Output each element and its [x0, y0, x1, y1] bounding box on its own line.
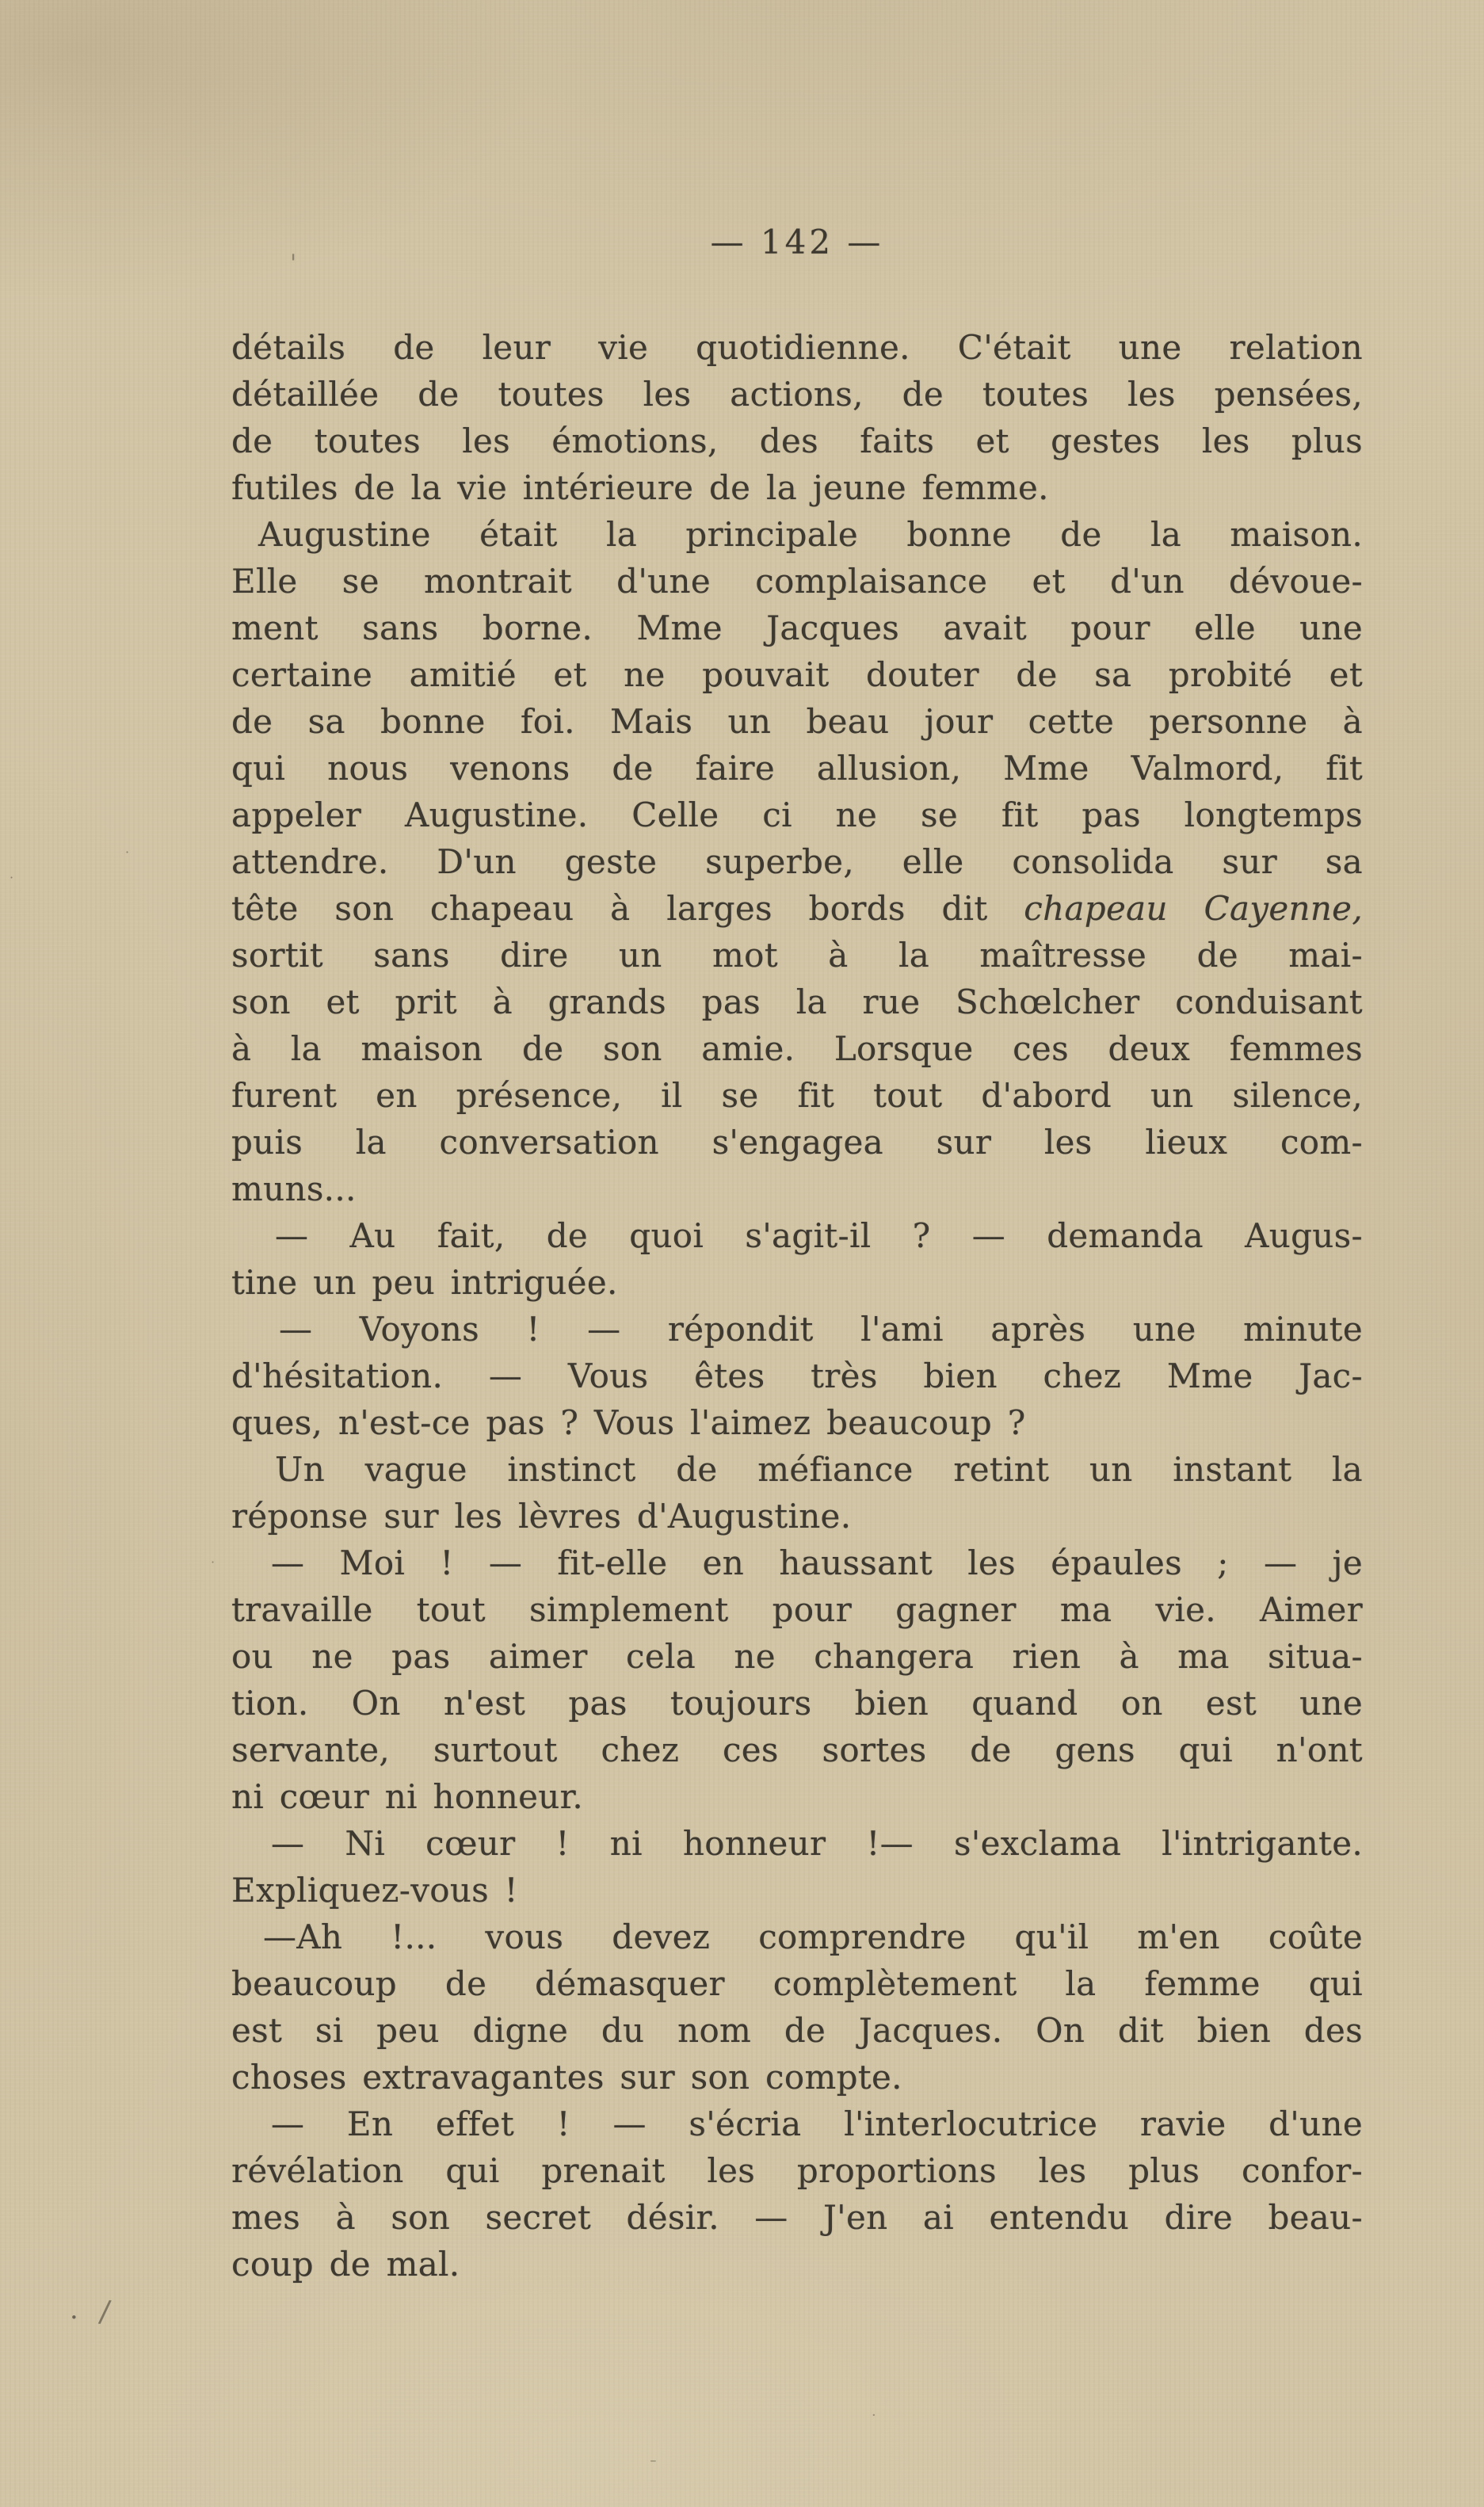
text-line — [231, 651, 1363, 698]
ink-speck: · — [872, 2407, 876, 2424]
text-segment: certaine amitié et ne pouvait douter de sa probité et — [231, 655, 1363, 694]
text-line — [231, 1773, 1363, 1820]
text-segment: Elle se montrait d'une complaisance et d'un dévoue- — [231, 562, 1363, 601]
text-line — [231, 1119, 1363, 1166]
text-segment: ment sans borne. Mme Jacques avait pour elle une — [231, 609, 1363, 647]
text-segment: Augustine était la principale bonne de la maison. — [258, 515, 1363, 554]
text-line — [231, 885, 1363, 932]
text-segment: — Au fait, de quoi s'agit-il ? — demanda Augus- — [275, 1216, 1363, 1255]
text-line — [231, 979, 1363, 1025]
text-segment: puis la conversation s'engagea sur les lieux com- — [231, 1123, 1363, 1162]
ink-speck: - — [650, 2448, 657, 2472]
text-segment: sortit sans dire un mot à la maîtresse de mai- — [231, 936, 1363, 975]
text-segment: appeler Augustine. Celle ci ne se fit pas longtemps — [231, 796, 1363, 834]
text-segment: ni cœur ni honneur. — [231, 1777, 584, 1816]
text-line — [231, 1025, 1363, 1072]
text-segment: réponse sur les lèvres d'Augustine. — [231, 1497, 852, 1536]
text-segment: Un vague instinct de méfiance retint un instant la — [275, 1450, 1363, 1489]
text-segment: muns... — [231, 1170, 357, 1208]
text-segment: Expliquez-vous ! — [231, 1871, 518, 1910]
text-segment: révélation qui prenait les proportions les plus confor- — [231, 2151, 1363, 2190]
text-line — [231, 371, 1363, 418]
text-line — [231, 1493, 1363, 1540]
text-line — [231, 605, 1363, 651]
text-segment: —Ah !... vous devez comprendre qu'il m'en coûte — [263, 1917, 1363, 1956]
text-line — [231, 464, 1363, 511]
page-number: — 142 — — [710, 223, 884, 261]
text-segment: ou ne pas aimer cela ne changera rien à ma situa- — [231, 1637, 1363, 1676]
ink-speck: / — [97, 2293, 113, 2330]
text-segment: à la maison de son amie. Lorsque ces deux femmes — [231, 1029, 1363, 1068]
italic-text: chapeau Cayenne, — [1024, 889, 1363, 928]
text-line — [231, 1867, 1363, 1914]
text-line — [231, 1306, 1363, 1353]
text-segment: furent en présence, il se fit tout d'abord un silence, — [231, 1076, 1363, 1115]
text-line — [231, 418, 1363, 464]
text-segment: ques, n'est-ce pas ? Vous l'aimez beaucoup ? — [231, 1403, 1026, 1442]
text-segment: tête son chapeau à larges bords dit — [231, 889, 1024, 928]
text-line — [231, 2007, 1363, 2054]
ink-speck: · — [70, 2302, 78, 2333]
ink-speck: ' — [290, 250, 297, 277]
text-segment: — Moi ! — fit-elle en haussant les épaules ; — je — [271, 1544, 1363, 1582]
text-line — [231, 932, 1363, 979]
text-line — [231, 511, 1363, 558]
text-segment: futiles de la vie intérieure de la jeune femme. — [231, 468, 1049, 507]
text-line — [231, 1353, 1363, 1399]
text-segment: — En effet ! — s'écria l'interlocutrice ravie d'une — [271, 2104, 1363, 2143]
text-line — [231, 1820, 1363, 1867]
text-segment: d'hésitation. — Vous êtes très bien chez Mme Jac- — [231, 1357, 1363, 1395]
text-segment: servante, surtout chez ces sortes de gens qui n'ont — [231, 1730, 1363, 1769]
text-line — [231, 1166, 1363, 1212]
text-line — [231, 838, 1363, 885]
text-line — [231, 1727, 1363, 1773]
text-line — [231, 1914, 1363, 1960]
text-segment: mes à son secret désir. — J'en ai entendu dire beau- — [231, 2198, 1363, 2237]
text-line — [231, 1212, 1363, 1259]
ink-speck: · — [125, 845, 130, 860]
ink-speck: · — [211, 1555, 216, 1570]
text-line — [231, 1399, 1363, 1446]
text-line — [231, 558, 1363, 605]
text-segment: est si peu digne du nom de Jacques. On dit bien des — [231, 2011, 1363, 2050]
text-line — [231, 2241, 1363, 2288]
text-line — [231, 2101, 1363, 2147]
text-line — [231, 1680, 1363, 1727]
text-line — [231, 1960, 1363, 2007]
text-segment: qui nous venons de faire allusion, Mme Valmord, fit — [231, 749, 1363, 788]
text-line — [231, 2054, 1363, 2101]
text-line — [231, 2194, 1363, 2241]
text-line — [231, 1586, 1363, 1633]
text-line — [231, 2147, 1363, 2194]
text-segment: — Voyons ! — répondit l'ami après une minute — [279, 1310, 1363, 1349]
text-segment: beaucoup de démasquer complètement la femme qui — [231, 1964, 1363, 2003]
text-line — [231, 792, 1363, 838]
text-segment: de sa bonne foi. Mais un beau jour cette personne à — [231, 702, 1363, 741]
text-segment: tine un peu intriguée. — [231, 1263, 618, 1302]
text-line — [231, 1072, 1363, 1119]
text-block — [231, 324, 1363, 2288]
text-segment: tion. On n'est pas toujours bien quand on est une — [231, 1684, 1363, 1723]
text-segment: — Ni cœur ! ni honneur !— s'exclama l'intrigante. — [271, 1824, 1363, 1863]
text-segment: attendre. D'un geste superbe, elle consolida sur sa — [231, 842, 1363, 881]
text-line — [231, 1633, 1363, 1680]
text-segment: détails de leur vie quotidienne. C'était une relation — [231, 328, 1363, 367]
text-segment: de toutes les émotions, des faits et gestes les plus — [231, 422, 1363, 460]
text-segment: coup de mal. — [231, 2245, 460, 2284]
ink-speck: · — [10, 870, 14, 885]
text-segment: travaille tout simplement pour gagner ma vie. Aimer — [231, 1590, 1363, 1629]
text-line — [231, 1540, 1363, 1586]
text-line — [231, 698, 1363, 745]
text-line — [231, 324, 1363, 371]
text-segment: son et prit à grands pas la rue Schœlcher conduisant — [231, 983, 1363, 1021]
text-line — [231, 745, 1363, 792]
text-line — [231, 1446, 1363, 1493]
text-segment: détaillée de toutes les actions, de toutes les pensées, — [231, 375, 1363, 414]
text-line — [231, 1259, 1363, 1306]
text-segment: choses extravagantes sur son compte. — [231, 2058, 902, 2097]
